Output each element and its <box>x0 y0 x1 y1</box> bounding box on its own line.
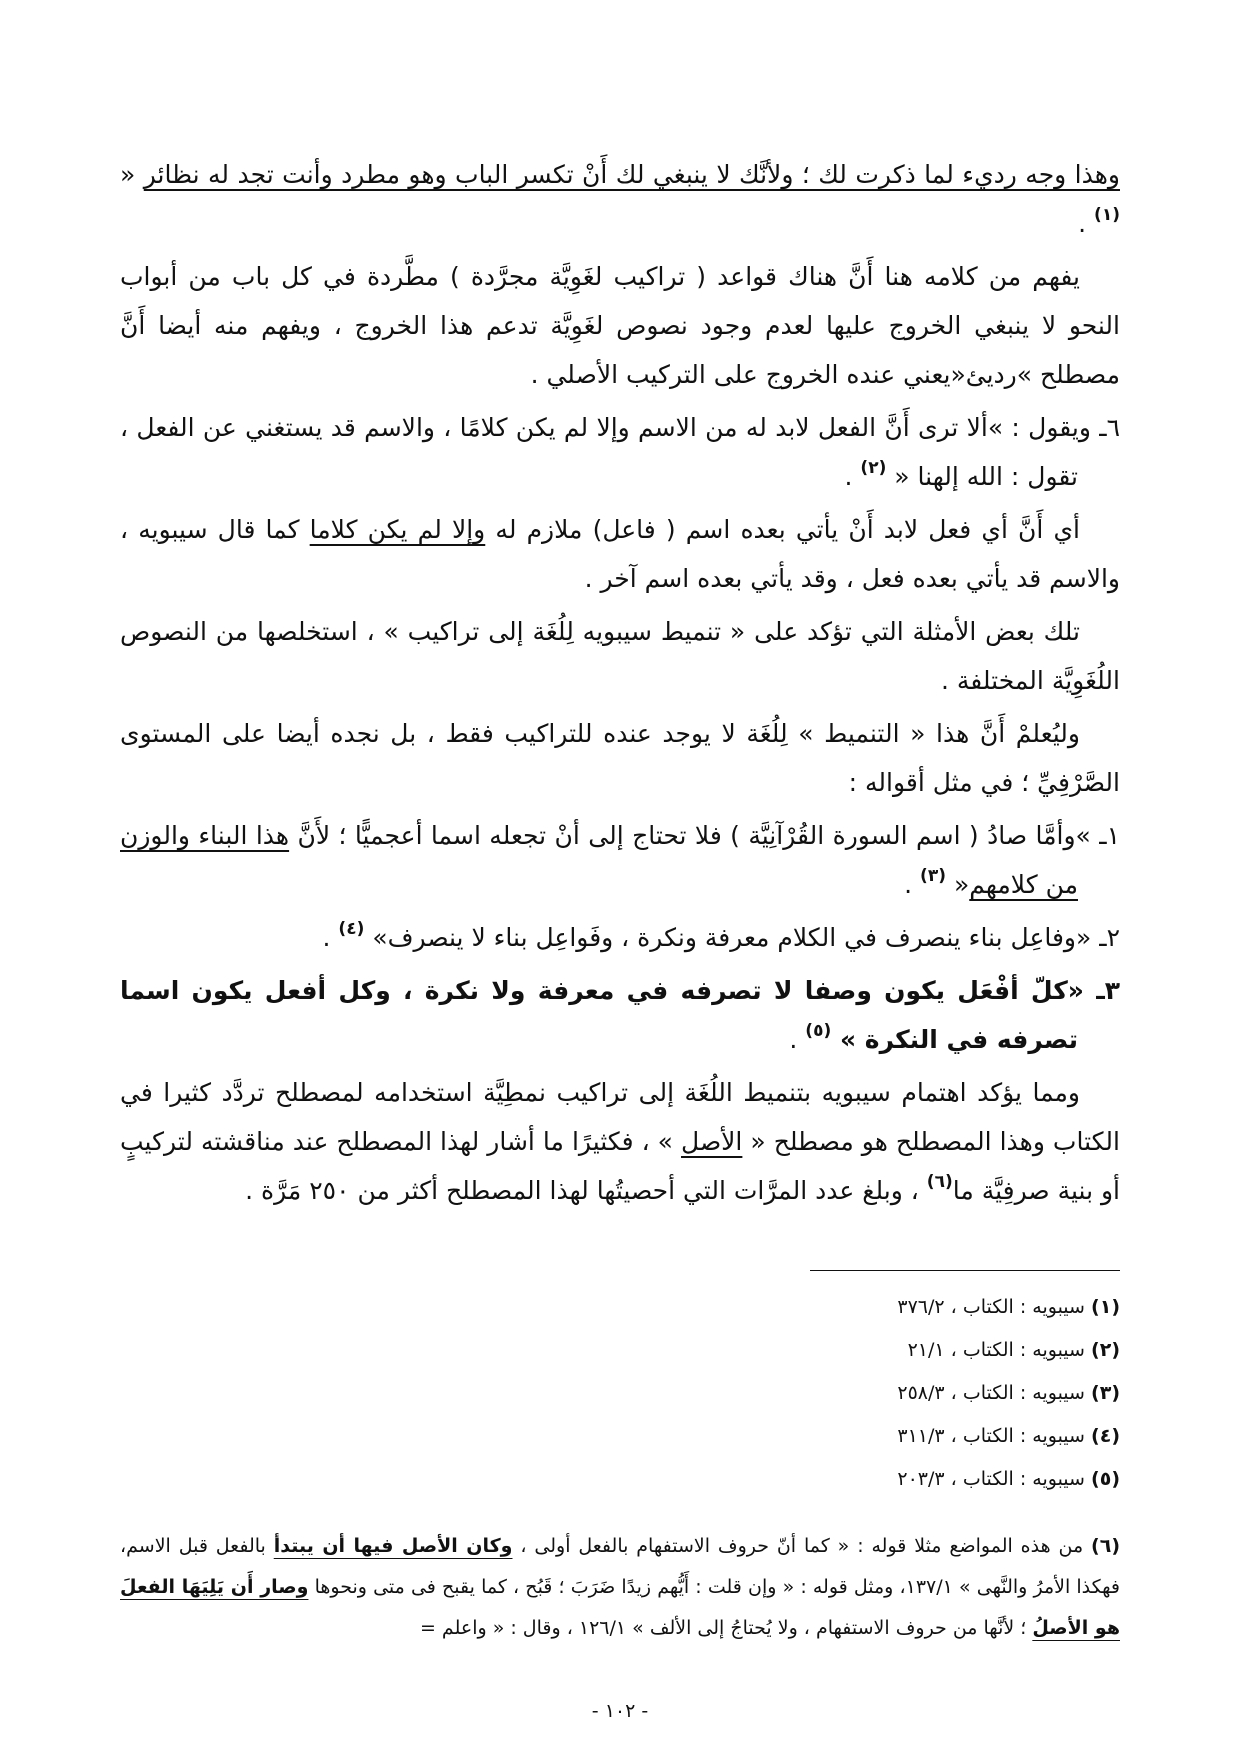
text-run: ومما يؤكد اهتمام سيبويه بتنميط اللُغَة إلى تراكيب نمطِيَّة استخدامه لمصطلح تردَّد كثيرا في الكتاب وهذا المصطلح هو مصطلح « <box>120 1078 1120 1156</box>
paragraph <box>120 403 1120 501</box>
footnote-number: (٣) <box>1091 1382 1120 1404</box>
text-run: يفهم من كلامه هنا أَنَّ هناك قواعد ( تراكيب لغَوِيَّة مجرَّدة ) مطَّردة في كل باب من أبواب النحو لا ينبغي الخروج عليها لعدم وجود نصوص لغَوِيَّة تدعم هذا الخروج ، ويفهم منه أيضا أَنَّ مصطلح »رديئ«يعني عنده الخروج على التركيب الأصلي . <box>120 262 1120 389</box>
paragraph <box>120 1068 1120 1215</box>
text-run: » ، فكثيرًا ما أشار لهذا المصطلح عند مناقشته لتركيبٍ أو بنية صرفِيَّة ما <box>120 1127 1120 1205</box>
footnote <box>120 1329 1120 1372</box>
text-run: « <box>120 160 144 189</box>
text-run: الأصل <box>681 1127 743 1156</box>
text-run: ٦ـ ويقول : »ألا ترى أَنَّ الفعل لابد له من الاسم وإلا لم يكن كلامًا ، والاسم قد يستغني عن الفعل ، تقول : الله إلهنا « <box>120 413 1120 491</box>
text-run: ١ـ »وأمَّا صادُ ( اسم السورة القُرْآنِيَّة ) فلا تحتاج إلى أنْ تجعله اسما أعجميًّا ؛ لأَنَّ <box>289 821 1120 850</box>
text-run: ؛ لأنَّها من حروف الاستفهام ، ولا يُحتاجُ إلى الألف » ١٢٦/١ ، وقال : « واعلم = <box>419 1617 1033 1639</box>
text-run: تلك بعض الأمثلة التي تؤكد على « تنميط سيبويه لِلُغَة إلى تراكيب » ، استخلصها من النصوص اللُغَوِيَّة المختلفة . <box>120 617 1120 695</box>
text-run: ، وبلغ عدد المرَّات التي أحصيتُها لهذا المصطلح أكثر من ٢٥٠ مَرَّة . <box>245 1176 927 1205</box>
page-number: - ١٠٢ - <box>591 1700 649 1722</box>
text-run: « <box>946 870 970 899</box>
text-run: وليُعلمْ أَنَّ هذا « التنميط » لِلُغَة لا يوجد عنده للتراكيب فقط ، بل نجده أيضا على المستوى الصَّرْفِيِّ ؛ في مثل أقواله : <box>120 719 1120 797</box>
text-run: . <box>904 870 921 899</box>
footnote-text: سيبويه : الكتاب ، ٢٥٨/٣ <box>897 1382 1092 1404</box>
text-run: وإلا لم يكن كلاما <box>309 515 486 544</box>
paragraph <box>120 607 1120 705</box>
footnote <box>120 1286 1120 1329</box>
footnote-number: (٤) <box>1091 1425 1120 1447</box>
text-run: وكان الأصل فيها أن يبتدأ <box>273 1535 513 1557</box>
paragraph <box>120 811 1120 909</box>
text-run: بالفعل قبل الاسم، فهكذا الأمرُ والنَّهى » ١٣٧/١، ومثل قوله : « وإن قلت : أَيُّهم زيدًا ضَرَبَ ؛ قَبُح ، كما يقبح فى متى ونحوها <box>120 1535 1120 1598</box>
footnote-text: سيبويه : الكتاب ، ٢٠٣/٣ <box>897 1468 1092 1490</box>
footnote-ref: (٢) <box>860 458 887 478</box>
text-run: كما قال سيبويه ، والاسم قد يأتي بعده فعل ، وقد يأتي بعده اسم آخر . <box>120 515 1120 593</box>
footnote-number: (٥) <box>1091 1468 1120 1490</box>
footnote-text: سيبويه : الكتاب ، ٢١/١ <box>907 1339 1092 1361</box>
footnote-ref: (١) <box>1094 205 1120 225</box>
footnote-number: (١) <box>1091 1296 1120 1318</box>
text-run: أي أَنَّ أي فعل لابد أَنْ يأتي بعده اسم ( فاعل) ملازم له <box>485 515 1080 544</box>
footnotes <box>120 1286 1120 1501</box>
footnote <box>120 1372 1120 1415</box>
text-run: وصار أَن يَلِيَهَا الفعلَ هو الأصلُ <box>120 1576 1120 1639</box>
paragraph <box>120 252 1120 399</box>
text-run: . <box>844 462 861 491</box>
footnote-number: (٢) <box>1091 1339 1120 1361</box>
paragraph <box>120 505 1120 603</box>
paragraph <box>120 966 1120 1064</box>
text-run: (٦) <box>1091 1535 1120 1557</box>
footnote-text: سيبويه : الكتاب ، ٣٧٦/٢ <box>897 1296 1092 1318</box>
text-run: وهذا وجه رديء لما ذكرت لك ؛ ولأنَّك لا ينبغي لك أَنْ تكسر الباب وهو مطرد وأنت تجد له نظائر <box>143 160 1120 189</box>
footnote-ref: (٣) <box>920 866 946 886</box>
footnote-ref: (٥) <box>805 1021 832 1041</box>
footnote <box>120 1415 1120 1458</box>
paragraph <box>120 150 1120 248</box>
footnote <box>120 1458 1120 1501</box>
text-run: . <box>1078 209 1095 238</box>
footnote-text: سيبويه : الكتاب ، ٣١١/٣ <box>897 1425 1092 1447</box>
footnote-ref: (٤) <box>338 919 365 939</box>
footnote-6 <box>120 1526 1120 1649</box>
text-run: ٢ـ «وفاعِل بناء ينصرف في الكلام معرفة ونكرة ، وفَواعِل بناء لا ينصرف» <box>364 923 1120 952</box>
text-run: . <box>322 923 339 952</box>
paragraph <box>120 709 1120 807</box>
text-run: هذا البناء والوزن من كلامهم <box>120 821 1078 899</box>
text-run: من هذه المواضع مثلا قوله : « كما أنّ حروف الاستفهام بالفعل أولى ، <box>512 1535 1092 1557</box>
footnote-separator <box>810 1270 1120 1271</box>
body-text <box>120 150 1120 1219</box>
footnote-ref: (٦) <box>926 1172 953 1192</box>
text-run: ٣ـ «كلّ أفْعَل يكون وصفا لا تصرفه في معرفة ولا نكرة ، وكل أفعل يكون اسما تصرفه في النكرة » <box>120 976 1120 1054</box>
text-run: . <box>789 1025 806 1054</box>
paragraph <box>120 913 1120 962</box>
